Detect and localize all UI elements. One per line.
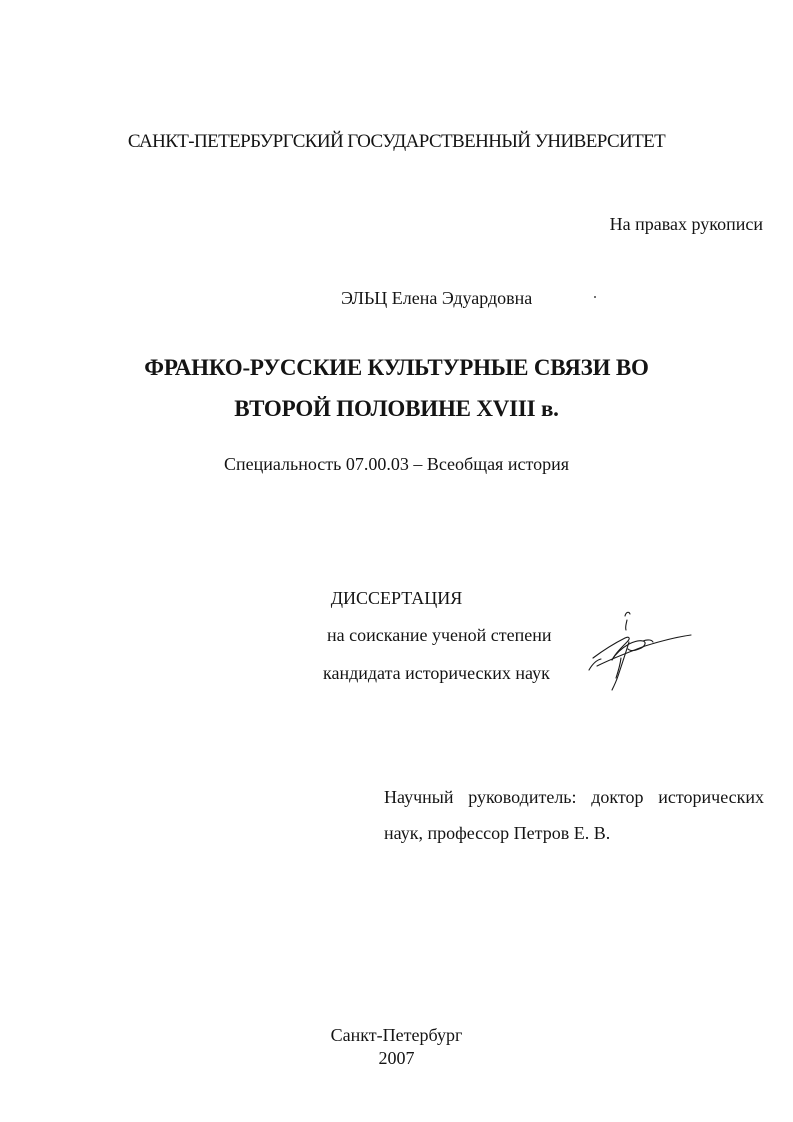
scan-speck [594,296,596,298]
university-name: САНКТ-ПЕТЕРБУРГСКИЙ ГОСУДАРСТВЕННЫЙ УНИВЕРСИТЕТ [127,131,666,152]
degree-line-2: кандидата исторических наук [323,663,550,683]
handwritten-signature [585,608,697,694]
dissertation-type-heading: ДИССЕРТАЦИЯ [330,588,463,608]
advisor-line-1: Научный руководитель: доктор исторических [384,787,764,807]
year: 2007 [378,1048,415,1068]
degree-line-1: на соискание ученой степени [327,625,552,645]
scientific-advisor-block [384,779,764,851]
advisor-line-2: наук, профессор Петров Е. В. [384,823,611,843]
author-name: ЭЛЬЦ Елена Эдуардовна [341,288,533,308]
dissertation-title-line-1: ФРАНКО-РУССКИЕ КУЛЬТУРНЫЕ СВЯЗИ ВО [144,355,649,380]
manuscript-rights-note: На правах рукописи [609,214,763,234]
city: Санкт-Петербург [330,1025,463,1045]
specialty-line: Специальность 07.00.03 – Всеобщая история [223,454,570,474]
dissertation-title-line-2: ВТОРОЙ ПОЛОВИНЕ XVIII в. [234,396,559,421]
